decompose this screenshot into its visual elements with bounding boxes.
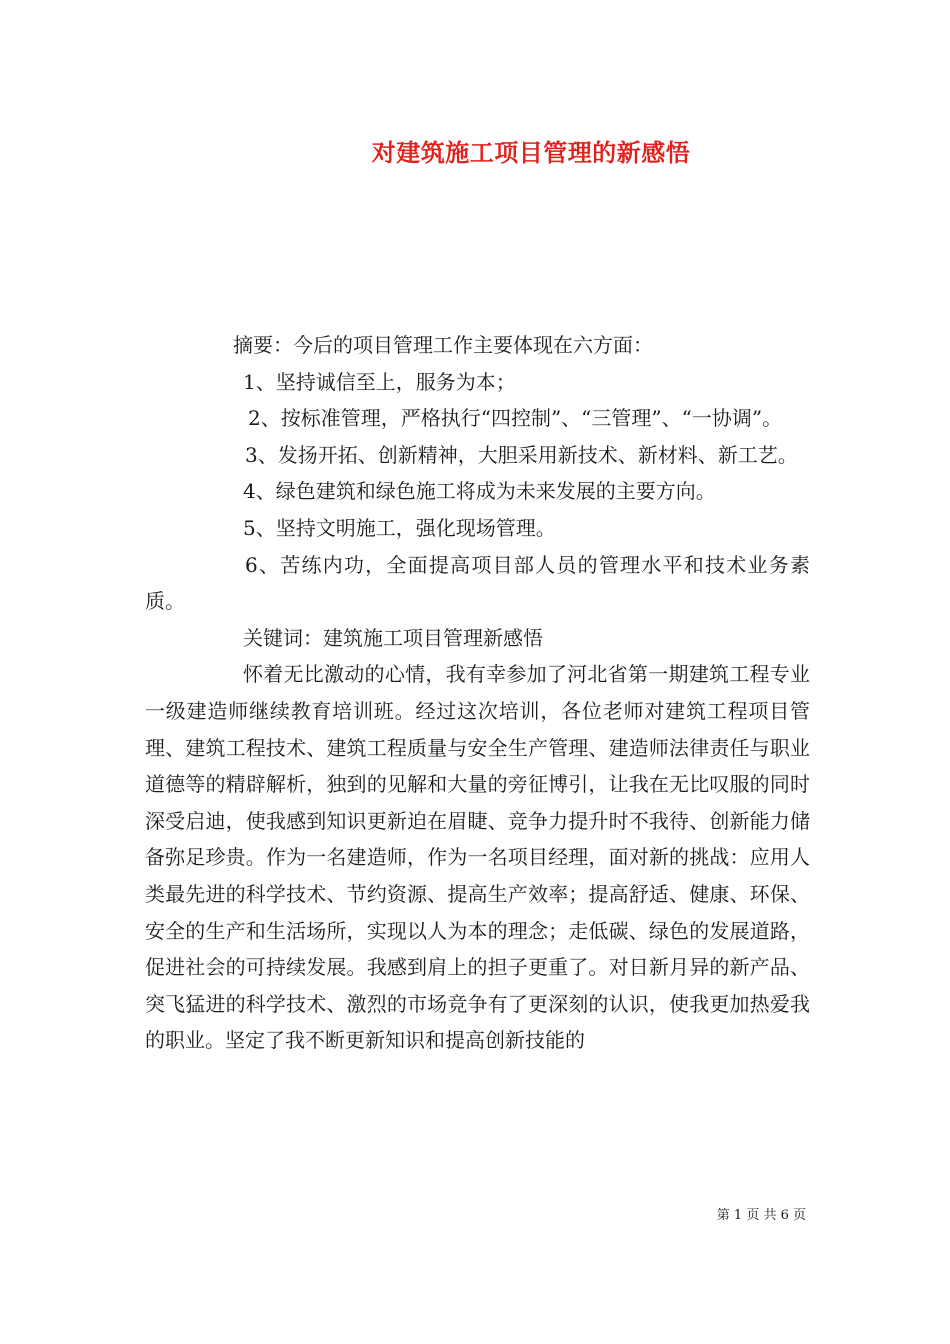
body-paragraph: 怀着无比激动的心情，我有幸参加了河北省第一期建筑工程专业一级建造师继续教育培训班。经过这次培训，各位老师对建筑工程项目管理、建筑工程技术、建筑工程质量与安全生产管理、建造师法律责任与职业道德等的精辟解析，独到的见解和大量的旁征博引，让我在无比叹服的同时深受启迪，使我感到知识更新迫在眉睫、竞争力提升时不我待、创新能力储备弥足珍贵。作为一名建造师，作为一名项目经理，面对新的挑战：应用人类最先进的科学技术、节约资源、提高生产效率；提高舒适、健康、环保、安全的生产和生活场所，实现以人为本的理念；走低碳、绿色的发展道路，促进社会的可持续发展。我感到肩上的担子更重了。对日新月异的新产品、突飞猛进的科学技术、激烈的市场竞争有了更深刻的认识，使我更加热爱我的职业。坚定了我不断更新知识和提高创新技能的 bbox=[145, 662, 810, 1053]
abstract-line: 摘要：今后的项目管理工作主要体现在六方面： bbox=[233, 333, 653, 357]
document-title: 对建筑施工项目管理的新感悟 bbox=[371, 138, 691, 167]
list-item: 1、坚持诚信至上，服务为本； bbox=[243, 369, 516, 394]
list-item: 2、按标准管理，严格执行“四控制”、“三管理”、“一协调”。 bbox=[248, 406, 783, 431]
list-item: 6、苦练内功，全面提高项目部人员的管理水平和技术业务素质。 bbox=[145, 552, 810, 614]
list-item: 4、绿色建筑和绿色施工将成为未来发展的主要方向。 bbox=[243, 479, 716, 504]
list-item: 3、发扬开拓、创新精神，大胆采用新技术、新材料、新工艺。 bbox=[245, 442, 798, 467]
page-number: 第 1 页 共 6 页 bbox=[716, 1208, 806, 1223]
keywords-line: 关键词：建筑施工项目管理新感悟 bbox=[243, 625, 543, 650]
document-body bbox=[145, 327, 810, 1059]
list-item: 5、坚持文明施工，强化现场管理。 bbox=[243, 515, 556, 540]
